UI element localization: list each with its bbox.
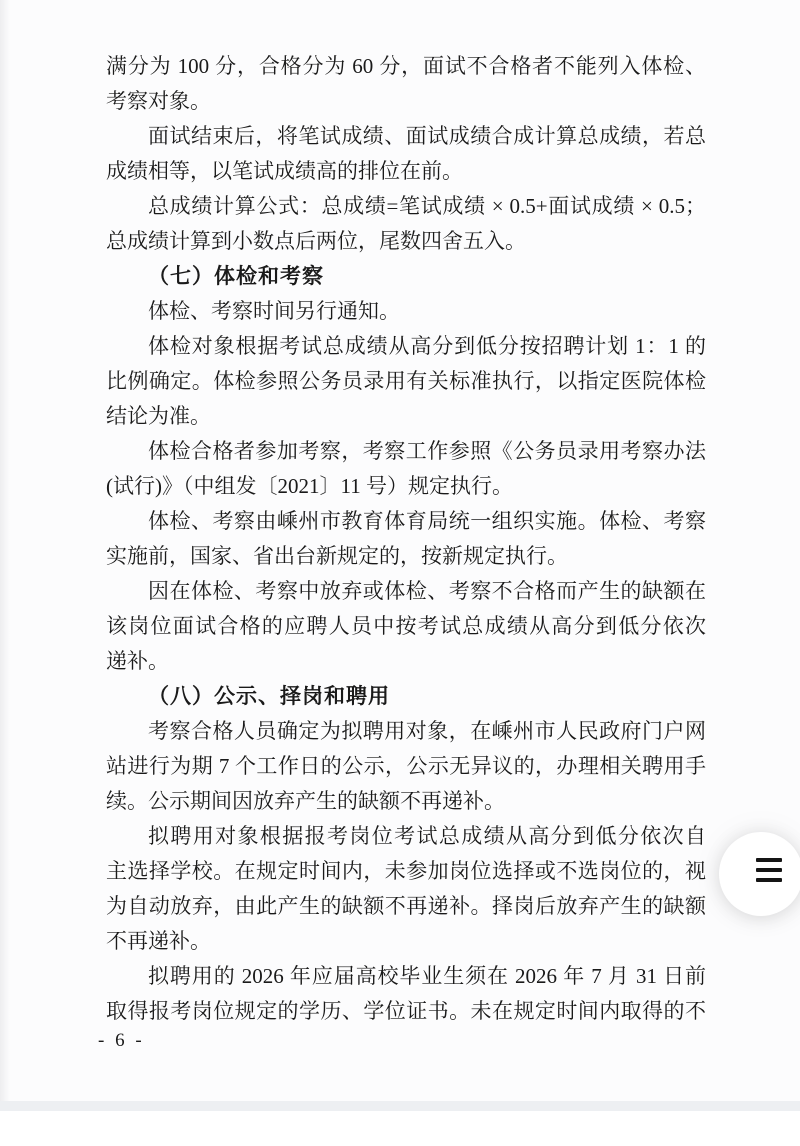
text-line: 体检、考察时间另行通知。: [148, 299, 400, 323]
hamburger-icon: [756, 858, 782, 882]
text-line: 比例确定。体检参照公务员录用有关标准执行，以指定医院体检: [106, 369, 706, 393]
text-line: 体检合格者参加考察，考察工作参照《公务员录用考察办法: [148, 439, 706, 463]
text-line: 续。公示期间因放弃产生的缺额不再递补。: [106, 789, 505, 813]
page-left-shade: [0, 0, 10, 1101]
document-text: [106, 49, 706, 1029]
text-line: 拟聘用对象根据报考岗位考试总成绩从高分到低分依次自: [148, 824, 706, 848]
text-line: 结论为准。: [106, 404, 211, 428]
text-line: 为自动放弃，由此产生的缺额不再递补。择岗后放弃产生的缺额: [106, 894, 706, 918]
page-separator: [0, 1101, 800, 1111]
text-line: 面试结束后，将笔试成绩、面试成绩合成计算总成绩，若总: [148, 124, 706, 148]
section-heading: （七）体检和考察: [148, 265, 324, 288]
text-line: 实施前，国家、省出台新规定的，按新规定执行。: [106, 544, 568, 568]
menu-button[interactable]: [719, 832, 800, 916]
text-line: 该岗位面试合格的应聘人员中按考试总成绩从高分到低分依次: [106, 614, 706, 638]
page-number: - 6 -: [98, 1030, 145, 1051]
text-line: (试行)》（中组发〔2021〕11 号）规定执行。: [106, 474, 513, 498]
next-page-blank: [0, 1111, 800, 1146]
text-line: 成绩相等，以笔试成绩高的排位在前。: [106, 159, 463, 183]
text-line: 总成绩计算到小数点后两位，尾数四舍五入。: [106, 229, 526, 253]
text-line: 取得报考岗位规定的学历、学位证书。未在规定时间内取得的不: [106, 999, 706, 1023]
text-line: 拟聘用的 2026 年应届高校毕业生须在 2026 年 7 月 31 日前: [148, 964, 706, 988]
text-line: 因在体检、考察中放弃或体检、考察不合格而产生的缺额在: [148, 579, 706, 603]
text-line: 站进行为期 7 个工作日的公示，公示无异议的，办理相关聘用手: [106, 754, 706, 778]
text-line: 考察对象。: [106, 89, 211, 113]
text-line: 满分为 100 分，合格分为 60 分，面试不合格者不能列入体检、: [106, 54, 706, 78]
text-line: 总成绩计算公式：总成绩=笔试成绩 × 0.5+面试成绩 × 0.5；: [148, 194, 706, 218]
text-line: 考察合格人员确定为拟聘用对象，在嵊州市人民政府门户网: [148, 719, 706, 743]
text-line: 主选择学校。在规定时间内，未参加岗位选择或不选岗位的，视: [106, 859, 706, 883]
text-line: 体检对象根据考试总成绩从高分到低分按招聘计划 1：1 的: [148, 334, 706, 358]
text-line: 体检、考察由嵊州市教育体育局统一组织实施。体检、考察: [148, 509, 706, 533]
text-line: 递补。: [106, 649, 169, 673]
text-line: 不再递补。: [106, 929, 211, 953]
section-heading: （八）公示、择岗和聘用: [148, 685, 390, 708]
